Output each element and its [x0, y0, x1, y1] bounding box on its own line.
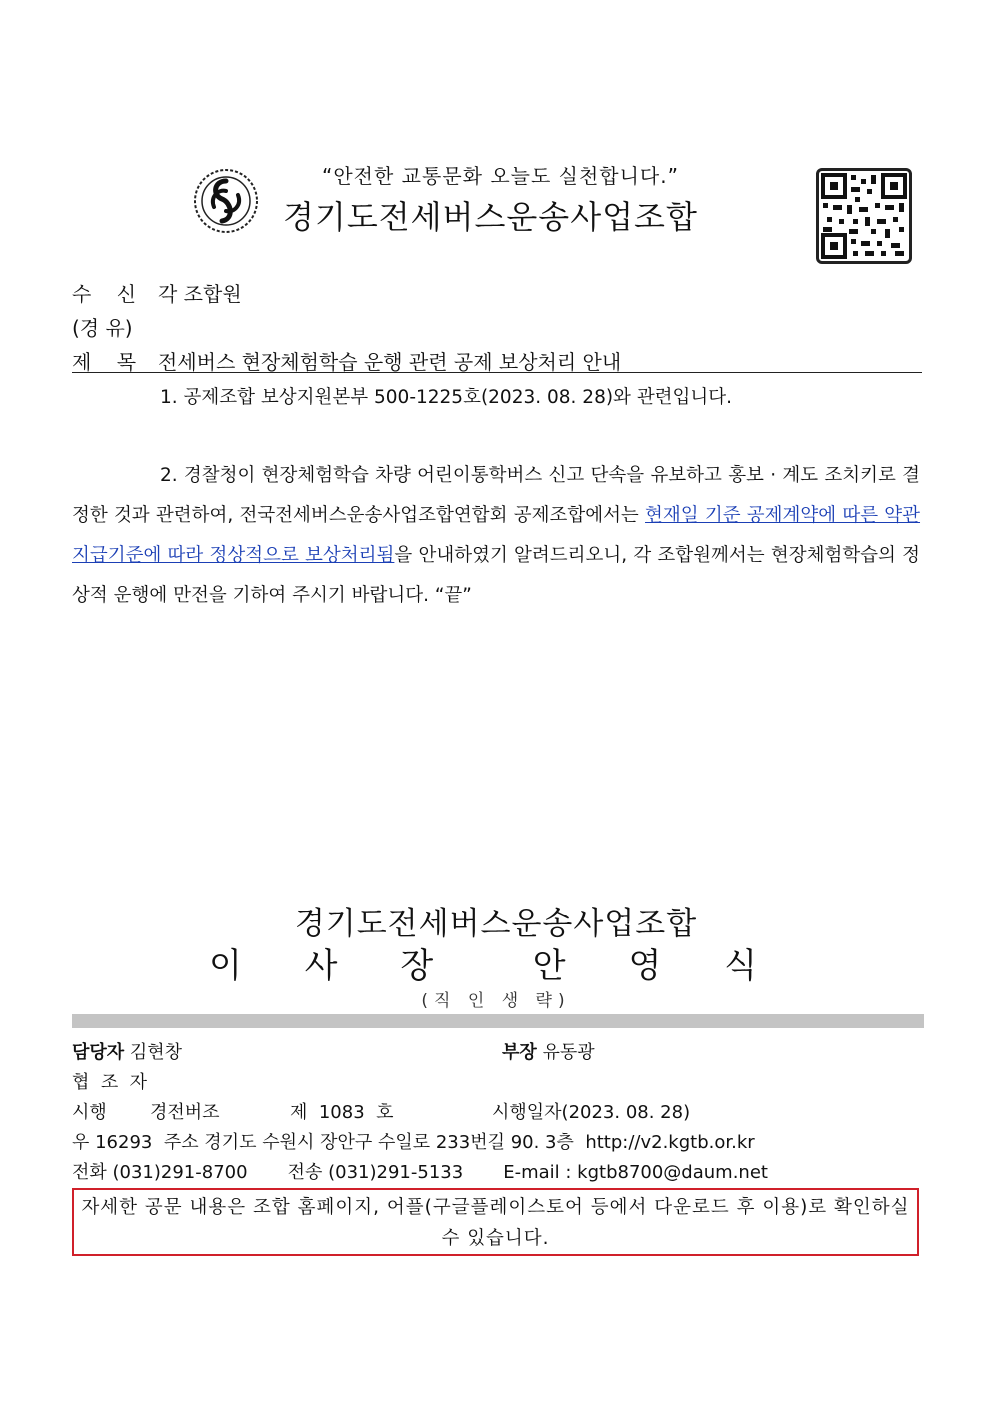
- issue-label: 시행: [72, 1102, 107, 1123]
- recipient-value: 각 조합원: [158, 282, 242, 306]
- staff-row: [72, 1038, 182, 1064]
- issue-number-prefix: 경전버조: [150, 1102, 220, 1123]
- union-logo-icon: [192, 167, 260, 235]
- via-row: [72, 312, 133, 341]
- paragraph-1: 1. 공제조합 보상지원본부 500-1225호(2023. 08. 28)와 관련입니다.: [160, 387, 733, 408]
- qr-code-icon[interactable]: [816, 168, 912, 264]
- manager-row: [502, 1038, 595, 1064]
- manager-name: 유동광: [542, 1042, 595, 1063]
- seal-note: (직 인 생 략): [421, 991, 571, 1011]
- issue-number: 제 1083 호: [290, 1102, 394, 1123]
- paragraph-2-text-a: 2. 경찰청이 현장체험학습 차량 어린이통학버스 신고 단속을 유보하고 홍보 · 계도 조치키로 결정한 것과 관련하여, 전국전세버스운송사업조합연합회 공제조합에서는: [72, 465, 920, 526]
- paragraph-2-text-b: 을 안내하였기 알려드리오니, 각 조합원께서는 현장체험학습의 정상적 운행에 만전을 기하여 주시기 바랍니다. “끝”: [72, 545, 920, 606]
- cooperator-row: 협 조 자: [72, 1072, 148, 1093]
- paragraph-2: [72, 456, 920, 616]
- subject-divider: [72, 372, 922, 373]
- compensation-highlight: 현재일 기준 공제계약에 따른 약관지급기준에 따라 정상적으로 보상처리됨: [72, 505, 921, 566]
- signature-org: 경기도전세버스운송사업조합: [294, 906, 698, 942]
- address-row: 우 16293 주소 경기도 수원시 장안구 수일로 233번길 90. 3층 http://v2.kgtb.or.kr: [72, 1132, 755, 1153]
- subject-row: [72, 346, 621, 375]
- manager-label: 부장: [502, 1042, 537, 1063]
- staff-label: 담당자: [72, 1042, 125, 1063]
- recipient-label: 수 신: [72, 282, 137, 306]
- subject-value: 전세버스 현장체험학습 운행 관련 공제 보상처리 안내: [158, 350, 622, 374]
- signature-ceo: 이 사 장 안 영 식: [209, 946, 783, 986]
- org-name: 경기도전세버스운송사업조합: [283, 198, 698, 236]
- contact-row: 전화 (031)291-8700 전송 (031)291-5133 E-mail : kgtb8700@daum.net: [72, 1162, 768, 1183]
- recipient-row: [72, 278, 242, 307]
- notice-box: 자세한 공문 내용은 조합 홈페이지, 어플(구글플레이스토어 등에서 다운로드 후 이용)로 확인하실 수 있습니다.: [72, 1188, 919, 1256]
- via-label: (경 유): [72, 316, 133, 340]
- issue-date: 시행일자(2023. 08. 28): [492, 1102, 691, 1123]
- footer-divider: [72, 1014, 924, 1028]
- staff-name: 김현창: [129, 1042, 183, 1063]
- slogan: “안전한 교통문화 오늘도 실천합니다.”: [322, 164, 679, 188]
- subject-label: 제 목: [72, 350, 137, 374]
